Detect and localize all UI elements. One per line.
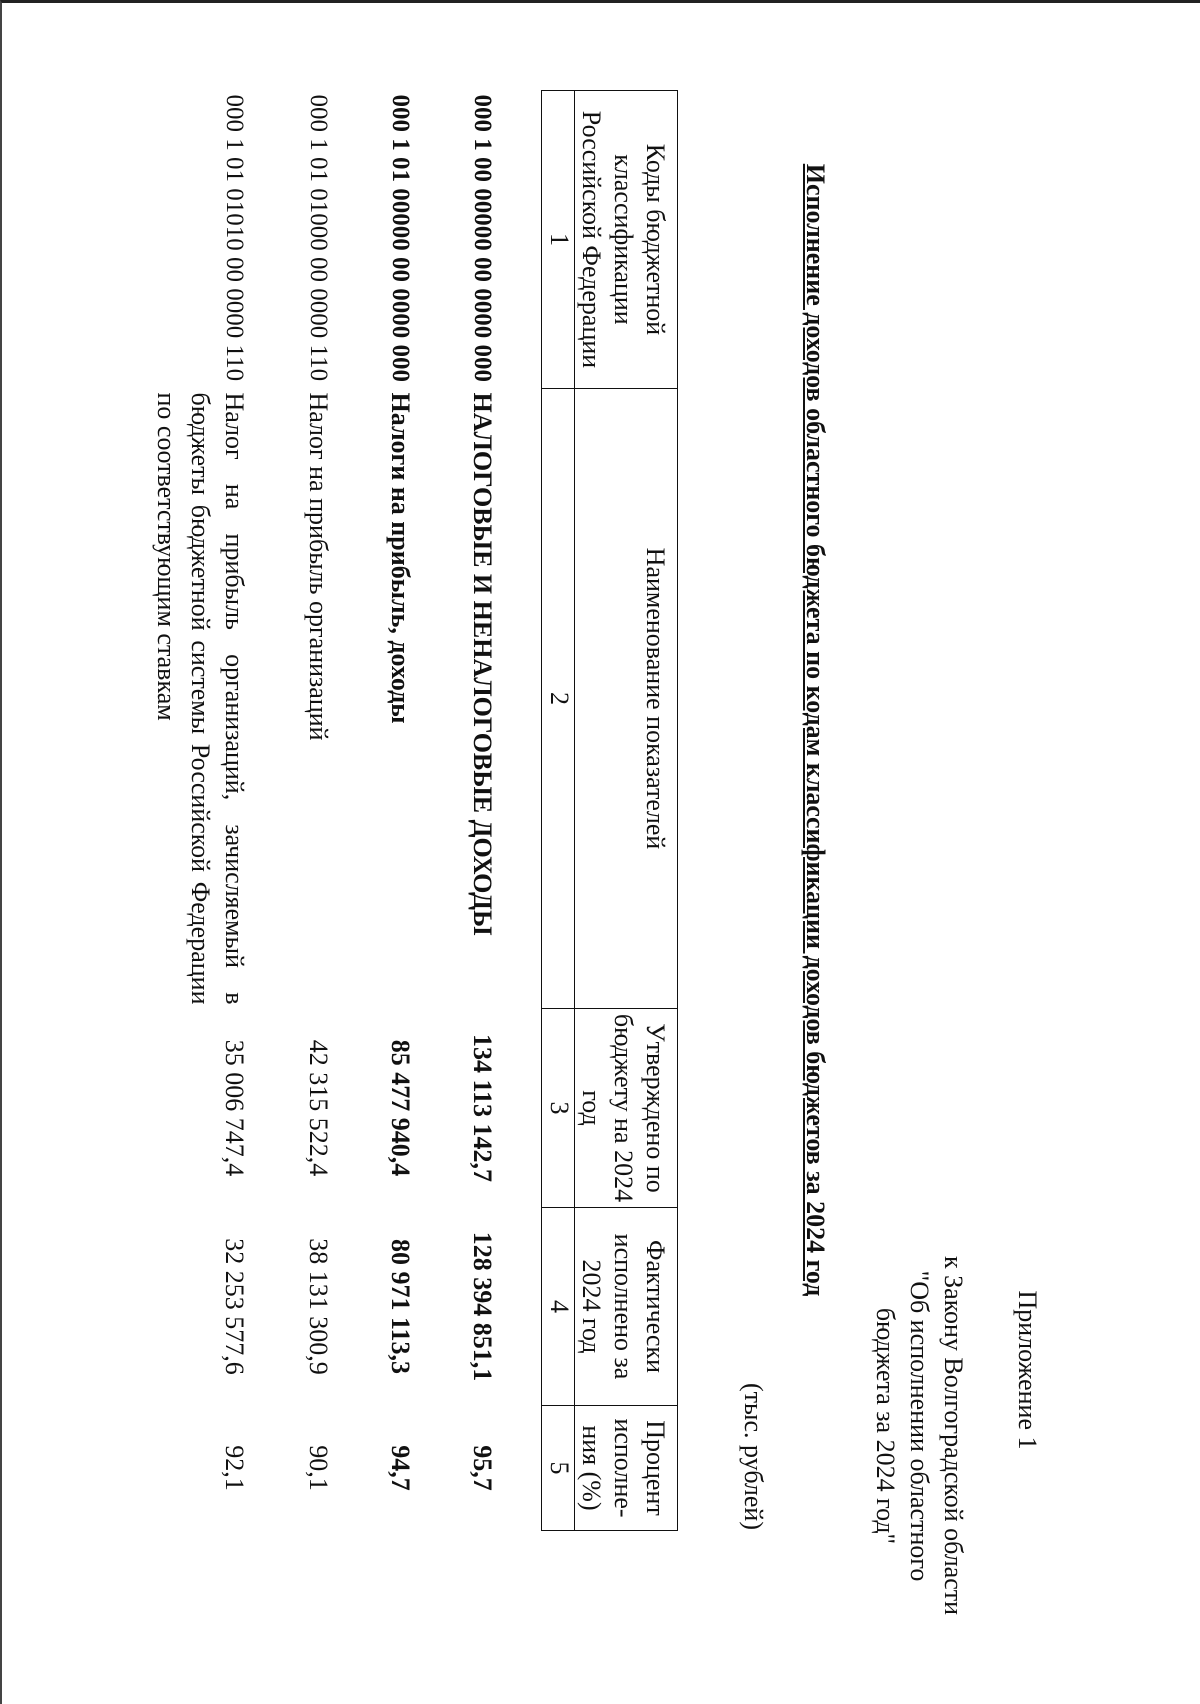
law-reference-line: "Об исполнении областного [905,1270,934,1582]
row-approved: 42 315 522,4 [304,1039,333,1177]
row-code: 000 1 00 00000 00 0000 000 [469,94,496,382]
row-name: Налог на прибыль организаций [304,392,333,741]
units-note: (тыс. рублей) [739,1382,768,1530]
revenue-table [141,90,678,1531]
column-number: 1 [542,91,575,389]
table-row [141,91,259,1531]
law-reference-line: к Закону Волгоградской области [939,1256,968,1616]
row-approved: 134 113 142,7 [468,1033,497,1183]
row-code: 000 1 01 01010 00 0000 110 [221,94,248,382]
header-codes: Коды бюджетной классификации Российской Федерации [575,91,678,389]
row-percent: 94,7 [386,1445,415,1491]
row-name: Налоги на прибыль, доходы [386,392,415,724]
table-header-row [575,91,678,1531]
row-name: Налог на прибыль организаций, зачисляемый в бюджеты бюджетной системы Российской Федерации по соответствующим ставкам [152,392,249,1005]
row-actual: 32 253 577,6 [220,1238,249,1375]
row-approved: 35 006 747,4 [220,1039,249,1177]
appendix-label: Приложение 1 [1013,1290,1042,1450]
row-code: 000 1 01 01000 00 0000 110 [305,94,332,382]
row-percent: 90,1 [304,1445,333,1491]
law-reference [868,1256,970,1616]
row-actual: 128 394 851,1 [468,1231,497,1382]
row-code: 000 1 01 00000 00 0000 000 [387,94,414,382]
row-percent: 95,7 [468,1445,497,1491]
header-name: Наименование показателей [575,389,678,1009]
spacer-row [507,91,542,1531]
law-reference-line: бюджета за 2024 год" [871,1307,900,1545]
row-actual: 80 971 113,3 [386,1238,415,1375]
table-row [425,91,507,1531]
column-number-row [542,91,575,1531]
column-number: 5 [542,1406,575,1531]
table-row [343,91,425,1531]
header-approved: Утверждено по бюджету на 2024 год [575,1009,678,1208]
table-row [259,91,343,1531]
row-percent: 92,1 [220,1445,249,1491]
row-approved: 85 477 940,4 [386,1039,415,1177]
column-number: 3 [542,1009,575,1208]
column-number: 2 [542,389,575,1009]
header-actual: Фактически исполнено за 2024 год [575,1208,678,1406]
row-name: НАЛОГОВЫЕ И НЕНАЛОГОВЫЕ ДОХОДЫ [468,392,497,936]
row-actual: 38 131 300,9 [304,1238,333,1375]
document-title: Исполнение доходов областного бюджета по кодам классификации доходов бюджетов за 2024 год [801,163,830,1297]
column-number: 4 [542,1208,575,1406]
header-percent: Процент исполне- ния (%) [575,1406,678,1531]
